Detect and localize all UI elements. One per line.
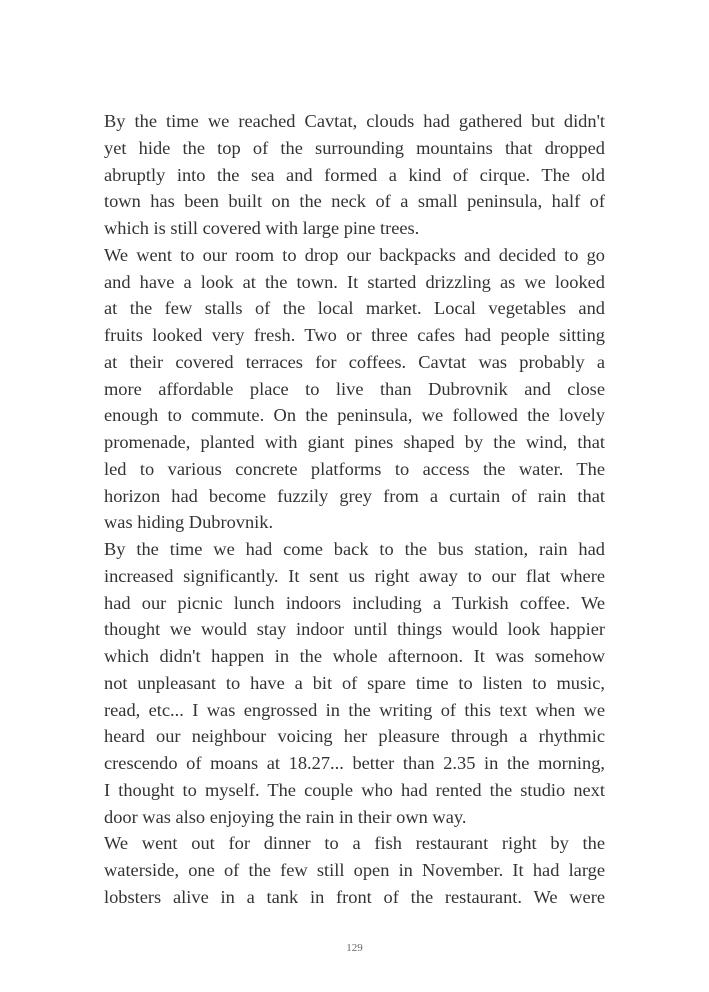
text-line: increased significantly. It sent us right away to our flat where (104, 565, 605, 586)
text-line: We went to our room to drop our backpacks and decided to go (104, 244, 605, 265)
text-line: We went out for dinner to a fish restaurant right by the (104, 833, 605, 854)
text-line: I thought to myself. The couple who had rented the studio next (104, 779, 605, 800)
text-line: was hiding Dubrovnik. (104, 512, 274, 533)
text-line: not unpleasant to have a bit of spare time to listen to music, (104, 672, 605, 693)
text-line: door was also enjoying the rain in their own way. (104, 806, 467, 827)
text-line: at their covered terraces for coffees. Cavtat was probably a (104, 351, 605, 372)
paragraph (104, 830, 605, 910)
text-line: had our picnic lunch indoors including a Turkish coffee. We (104, 592, 605, 613)
text-line: town has been built on the neck of a small peninsula, half of (104, 191, 605, 212)
body-text (104, 108, 605, 911)
text-line: more affordable place to live than Dubrovnik and close (104, 378, 605, 399)
text-line: led to various concrete platforms to access the water. The (104, 458, 605, 479)
text-line: horizon had become fuzzily grey from a curtain of rain that (104, 485, 605, 506)
text-line: crescendo of moans at 18.27... better than 2.35 in the morning, (104, 753, 605, 773)
text-line: waterside, one of the few still open in November. It had large (104, 860, 605, 880)
paragraph (104, 536, 605, 830)
text-line: By the time we reached Cavtat, clouds had gathered but didn't (104, 111, 605, 131)
text-line: fruits looked very fresh. Two or three cafes had people sitting (104, 325, 605, 345)
paragraph (104, 242, 605, 536)
text-line: and have a look at the town. It started drizzling as we looked (104, 271, 605, 292)
text-line: read, etc... I was engrossed in the writing of this text when we (104, 699, 605, 720)
text-line: heard our neighbour voicing her pleasure through a rhythmic (104, 726, 605, 747)
text-line: enough to commute. On the peninsula, we followed the lovely (104, 405, 605, 426)
text-line: which didn't happen in the whole afternoon. It was somehow (104, 646, 605, 666)
text-line: thought we would stay indoor until things would look happier (104, 619, 605, 640)
text-line: lobsters alive in a tank in front of the restaurant. We were (104, 886, 605, 907)
text-line: abruptly into the sea and formed a kind of cirque. The old (104, 164, 605, 185)
text-line: promenade, planted with giant pines shaped by the wind, that (104, 432, 605, 452)
paragraph (104, 108, 605, 242)
text-line: yet hide the top of the surrounding mountains that dropped (104, 137, 605, 158)
page-number: 129 (346, 942, 363, 954)
text-line: which is still covered with large pine trees. (104, 218, 420, 238)
text-line: at the few stalls of the local market. Local vegetables and (104, 298, 605, 319)
text-line: By the time we had come back to the bus station, rain had (104, 539, 605, 559)
